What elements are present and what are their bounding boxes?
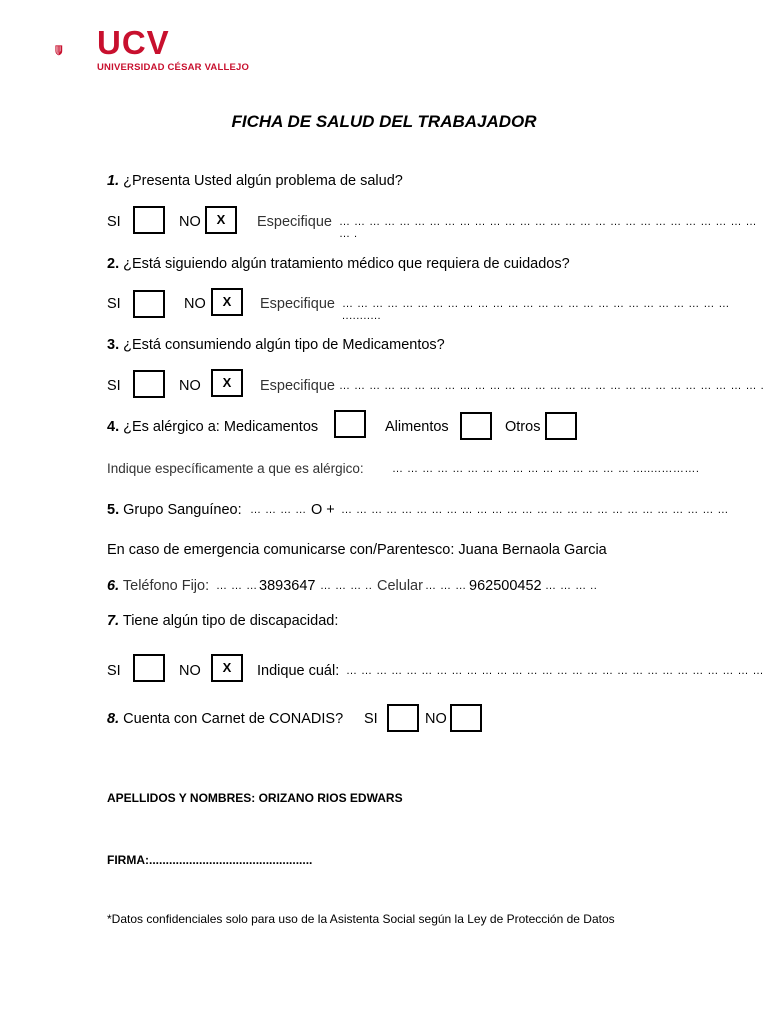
question-6-number: 6. [107, 578, 120, 594]
q1-especifique-label: Especifique [257, 214, 332, 230]
q7-no-mark: X [222, 660, 232, 675]
q3-especifique-label: Especifique [260, 378, 335, 394]
footnote: *Datos confidenciales solo para uso de la Asistenta Social según la Ley de Protección de Datos [107, 912, 615, 926]
question-3-text: ¿Está consumiendo algún tipo de Medicamentos? [123, 337, 445, 353]
question-8-number: 8. [107, 711, 120, 727]
question-1-text: ¿Presenta Usted algún problema de salud? [123, 173, 403, 189]
q6-dots-2: … … … .. [320, 580, 373, 592]
q7-no-checkbox[interactable] [211, 654, 243, 682]
question-6-label: Teléfono Fijo: [122, 578, 210, 594]
q6-dots-4: … … … .. [545, 580, 598, 592]
q7-indique-label: Indique cuál: [257, 663, 340, 679]
q5-value: O + [311, 502, 335, 518]
question-3 [107, 336, 445, 354]
q3-no-checkbox[interactable] [211, 369, 243, 397]
q6-celular-value: 962500452 [469, 578, 542, 594]
q4-alimentos-label: Alimentos [385, 419, 449, 435]
question-4-number: 4. [107, 419, 120, 435]
q7-no-label: NO [179, 663, 201, 679]
question-7 [107, 612, 338, 630]
q4-indique-dots: … … … … … … … … … … … … … … … … ........………. [392, 463, 700, 475]
q3-si-label: SI [107, 378, 121, 394]
q7-si-label: SI [107, 663, 121, 679]
q8-si-label: SI [364, 711, 378, 727]
q5-dots-after: … … … … … … … … … … … … … … … … … … … … … … … … … … [341, 504, 729, 516]
q1-si-label: SI [107, 214, 121, 230]
q3-no-mark: X [222, 375, 232, 390]
q3-especifique-dots: … … … … … … … … … … … … … … … … … … … … … … … … … … … … . [339, 380, 765, 392]
q3-si-checkbox[interactable] [133, 370, 165, 398]
page-title: FICHA DE SALUD DEL TRABAJADOR [231, 112, 537, 131]
question-2 [107, 255, 570, 273]
q7-indique-dots: … … … … … … … … … … … … … … … … … … … … … … … … … … … … [346, 665, 765, 677]
q1-no-mark: X [216, 212, 226, 227]
question-4-text: ¿Es alérgico a: Medicamentos [123, 419, 319, 435]
ucv-logo [55, 24, 95, 78]
question-7-number: 7. [107, 613, 120, 629]
q4-alimentos-checkbox[interactable] [460, 412, 492, 440]
q2-no-label: NO [184, 296, 206, 312]
q2-si-checkbox[interactable] [133, 290, 165, 318]
emergency-contact: En caso de emergencia comunicarse con/Parentesco: Juana Bernaola Garcia [107, 542, 607, 558]
q7-si-checkbox[interactable] [133, 654, 165, 682]
question-1 [107, 172, 403, 190]
q8-no-label: NO [425, 711, 447, 727]
firma-line [107, 853, 312, 867]
q4-otros-checkbox[interactable] [545, 412, 577, 440]
question-5-number: 5. [107, 502, 120, 518]
question-6 [107, 577, 209, 595]
q2-no-checkbox[interactable] [211, 288, 243, 316]
question-2-number: 2. [107, 256, 120, 272]
q6-celular-label: Celular [377, 578, 423, 594]
apellidos-nombres: APELLIDOS Y NOMBRES: ORIZANO RIOS EDWARS [107, 791, 403, 805]
q8-no-checkbox[interactable] [450, 704, 482, 732]
q4-otros-label: Otros [505, 419, 541, 435]
question-8-text: Cuenta con Carnet de CONADIS? [123, 711, 344, 727]
q1-especifique-dots: … … … … … … … … … … … … … … … … … … … … … … … … … … … … … . [339, 216, 758, 240]
q1-si-checkbox[interactable] [133, 206, 165, 234]
firma-dots: ................................................. [149, 853, 313, 867]
question-5 [107, 501, 242, 519]
q3-no-label: NO [179, 378, 201, 394]
q1-no-label: NO [179, 214, 201, 230]
question-8 [107, 710, 343, 728]
q6-fijo-value: 3893647 [259, 578, 316, 594]
question-5-label: Grupo Sanguíneo: [123, 502, 242, 518]
question-7-text: Tiene algún tipo de discapacidad: [122, 613, 339, 629]
q1-no-checkbox[interactable] [205, 206, 237, 234]
q6-dots-3: … … … [425, 580, 467, 592]
q8-si-checkbox[interactable] [387, 704, 419, 732]
q2-especifique-label: Especifique [260, 296, 335, 312]
q6-dots-1: … … … [216, 580, 258, 592]
logo-name: UCV [97, 24, 170, 61]
question-4 [107, 418, 318, 436]
q2-no-mark: X [222, 294, 232, 309]
question-1-number: 1. [107, 173, 120, 189]
question-3-number: 3. [107, 337, 120, 353]
question-2-text: ¿Está siguiendo algún tratamiento médico que requiera de cuidados? [123, 256, 570, 272]
q2-especifique-dots: … … … … … … … … … … … … … … … … … … … … … … … … … … ........... [342, 298, 730, 322]
q4-medicamentos-checkbox[interactable] [334, 410, 366, 438]
q5-dots-before: … … … … [250, 504, 307, 516]
q4-indique-label: Indique específicamente a que es alérgico: [107, 461, 364, 476]
firma-label: FIRMA: [107, 853, 149, 867]
q2-si-label: SI [107, 296, 121, 312]
logo-subtitle: UNIVERSIDAD CÉSAR VALLEJO [97, 62, 250, 73]
